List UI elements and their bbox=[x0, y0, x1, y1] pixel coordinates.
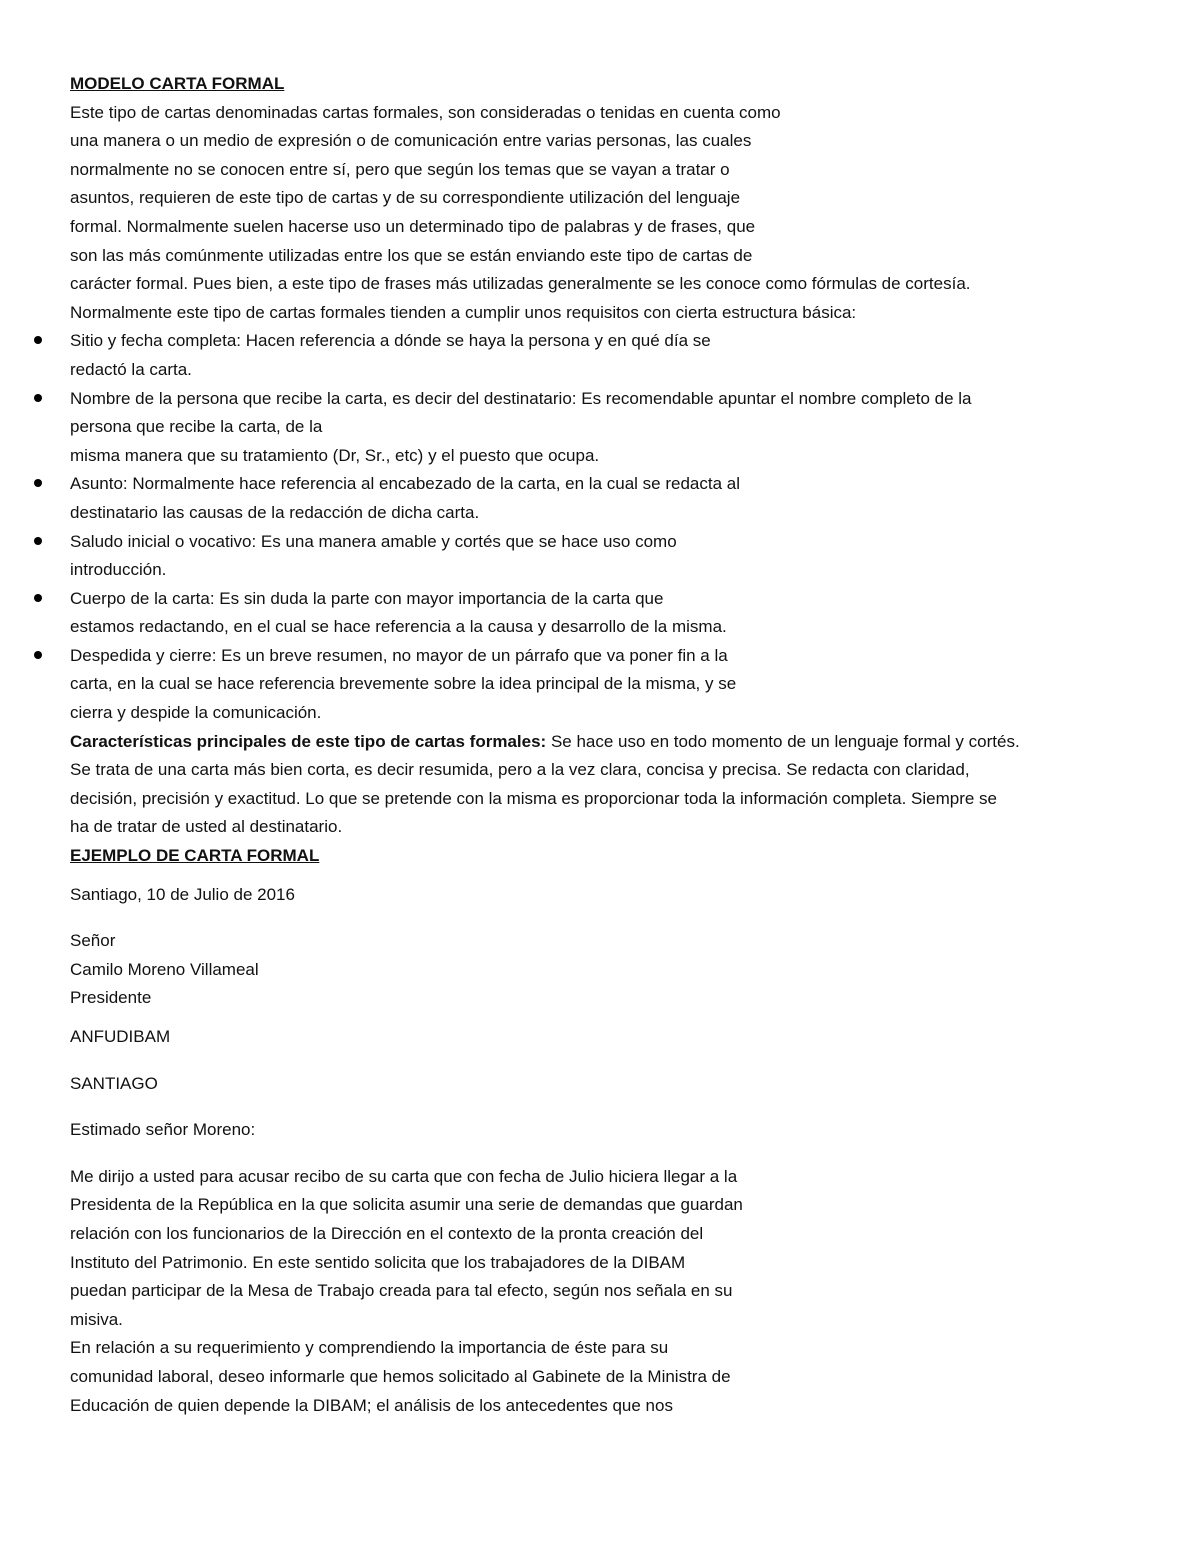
model-title: MODELO CARTA FORMAL bbox=[70, 74, 285, 93]
document-page bbox=[70, 70, 1160, 1420]
text-line: misiva. bbox=[70, 1309, 123, 1329]
spacer bbox=[70, 871, 1160, 881]
spacer bbox=[70, 1145, 1160, 1163]
text-line: Este tipo de cartas denominadas cartas formales, son consideradas o tenidas en cuenta como bbox=[70, 102, 781, 122]
text-line: una manera o un medio de expresión o de comunicación entre varias personas, las cuales bbox=[70, 131, 752, 151]
intro-paragraph bbox=[70, 99, 1160, 328]
text-line: persona que recibe la carta, de la bbox=[70, 417, 323, 437]
spacer bbox=[70, 909, 1160, 927]
characteristics-paragraph bbox=[70, 728, 1160, 842]
text-line: Se trata de una carta más bien corta, es decir resumida, pero a la vez clara, concisa y precisa. Se redacta con claridad, bbox=[70, 760, 970, 780]
text-line: Nombre de la persona que recibe la carta, es decir del destinatario: Es recomendable apuntar el nombre completo de la bbox=[70, 388, 972, 408]
text-line: En relación a su requerimiento y comprendiendo la importancia de éste para su bbox=[70, 1338, 669, 1358]
bullet-icon bbox=[34, 651, 42, 659]
text-line: Sitio y fecha completa: Hacen referencia a dónde se haya la persona y en qué día se bbox=[70, 331, 711, 351]
spacer bbox=[70, 1013, 1160, 1023]
text-line: Me dirijo a usted para acusar recibo de su carta que con fecha de Julio hiciera llegar a la bbox=[70, 1166, 738, 1186]
text-line: introducción. bbox=[70, 560, 167, 580]
recipient-line: Presidente bbox=[70, 988, 152, 1008]
text-line: redactó la carta. bbox=[70, 359, 192, 379]
text-line: comunidad laboral, deseo informarle que hemos solicitado al Gabinete de la Ministra de bbox=[70, 1366, 731, 1386]
list-item bbox=[70, 585, 1160, 642]
text-line: Presidenta de la República en la que solicita asumir una serie de demandas que guardan bbox=[70, 1195, 743, 1215]
text-line: destinatario las causas de la redacción de dicha carta. bbox=[70, 502, 480, 522]
text-line: Cuerpo de la carta: Es sin duda la parte con mayor importancia de la carta que bbox=[70, 588, 664, 608]
bullet-icon bbox=[34, 537, 42, 545]
text-line: Asunto: Normalmente hace referencia al encabezado de la carta, en la cual se redacta al bbox=[70, 474, 741, 494]
spacer bbox=[70, 1098, 1160, 1116]
text-line: decisión, precisión y exactitud. Lo que se pretende con la misma es proporcionar toda la información completa. Siempre se bbox=[70, 788, 997, 808]
spacer bbox=[70, 1052, 1160, 1070]
text-line bbox=[70, 728, 1160, 757]
text-line: Saludo inicial o vocativo: Es una manera amable y cortés que se hace uso como bbox=[70, 531, 677, 551]
text-line: asuntos, requieren de este tipo de cartas y de su correspondiente utilización del lenguaje bbox=[70, 188, 741, 208]
list-item bbox=[70, 385, 1160, 471]
recipient-line: Señor bbox=[70, 931, 116, 951]
text-line: cierra y despide la comunicación. bbox=[70, 703, 322, 723]
text-line: Despedida y cierre: Es un breve resumen, no mayor de un párrafo que va poner fin a la bbox=[70, 645, 728, 665]
text-line: estamos redactando, en el cual se hace referencia a la causa y desarrollo de la misma. bbox=[70, 617, 727, 637]
text-line: puedan participar de la Mesa de Trabajo creada para tal efecto, según nos señala en su bbox=[70, 1281, 733, 1301]
text-line: relación con los funcionarios de la Dirección en el contexto de la pronta creación del bbox=[70, 1223, 704, 1243]
letter-organization: ANFUDIBAM bbox=[70, 1027, 171, 1046]
example-title: EJEMPLO DE CARTA FORMAL bbox=[70, 846, 320, 866]
characteristics-text: Se hace uso en todo momento de un lenguaje formal y cortés. bbox=[546, 731, 1020, 751]
list-item bbox=[70, 327, 1160, 384]
letter-greeting: Estimado señor Moreno: bbox=[70, 1120, 256, 1140]
text-line: formal. Normalmente suelen hacerse uso un determinado tipo de palabras y de frases, que bbox=[70, 216, 756, 236]
text-line: carta, en la cual se hace referencia brevemente sobre la idea principal de la misma, y se bbox=[70, 674, 737, 694]
letter-body-paragraph-2 bbox=[70, 1334, 1160, 1420]
list-item bbox=[70, 470, 1160, 527]
list-item bbox=[70, 528, 1160, 585]
text-line: ha de tratar de usted al destinatario. bbox=[70, 817, 343, 837]
letter-body-paragraph-1 bbox=[70, 1163, 1160, 1335]
characteristics-label: Características principales de este tipo de cartas formales: bbox=[70, 731, 547, 751]
text-line: carácter formal. Pues bien, a este tipo de frases más utilizadas generalmente se les conoce como fórmulas de cortesía. bbox=[70, 274, 971, 294]
letter-date: Santiago, 10 de Julio de 2016 bbox=[70, 884, 295, 904]
recipient-line: Camilo Moreno Villameal bbox=[70, 959, 259, 979]
text-line: normalmente no se conocen entre sí, pero que según los temas que se vayan a tratar o bbox=[70, 159, 730, 179]
letter-city: SANTIAGO bbox=[70, 1073, 158, 1093]
text-line: Instituto del Patrimonio. En este sentido solicita que los trabajadores de la DIBAM bbox=[70, 1252, 686, 1272]
structure-list bbox=[70, 327, 1160, 727]
text-line: Educación de quien depende la DIBAM; el análisis de los antecedentes que nos bbox=[70, 1395, 673, 1415]
list-item bbox=[70, 642, 1160, 728]
text-line: misma manera que su tratamiento (Dr, Sr., etc) y el puesto que ocupa. bbox=[70, 445, 600, 465]
bullet-icon bbox=[34, 594, 42, 602]
text-line: Normalmente este tipo de cartas formales tienden a cumplir unos requisitos con cierta estructura básica: bbox=[70, 302, 857, 322]
bullet-icon bbox=[34, 479, 42, 487]
letter-recipient bbox=[70, 927, 1160, 1013]
bullet-icon bbox=[34, 336, 42, 344]
bullet-icon bbox=[34, 394, 42, 402]
text-line: son las más comúnmente utilizadas entre los que se están enviando este tipo de cartas de bbox=[70, 245, 753, 265]
